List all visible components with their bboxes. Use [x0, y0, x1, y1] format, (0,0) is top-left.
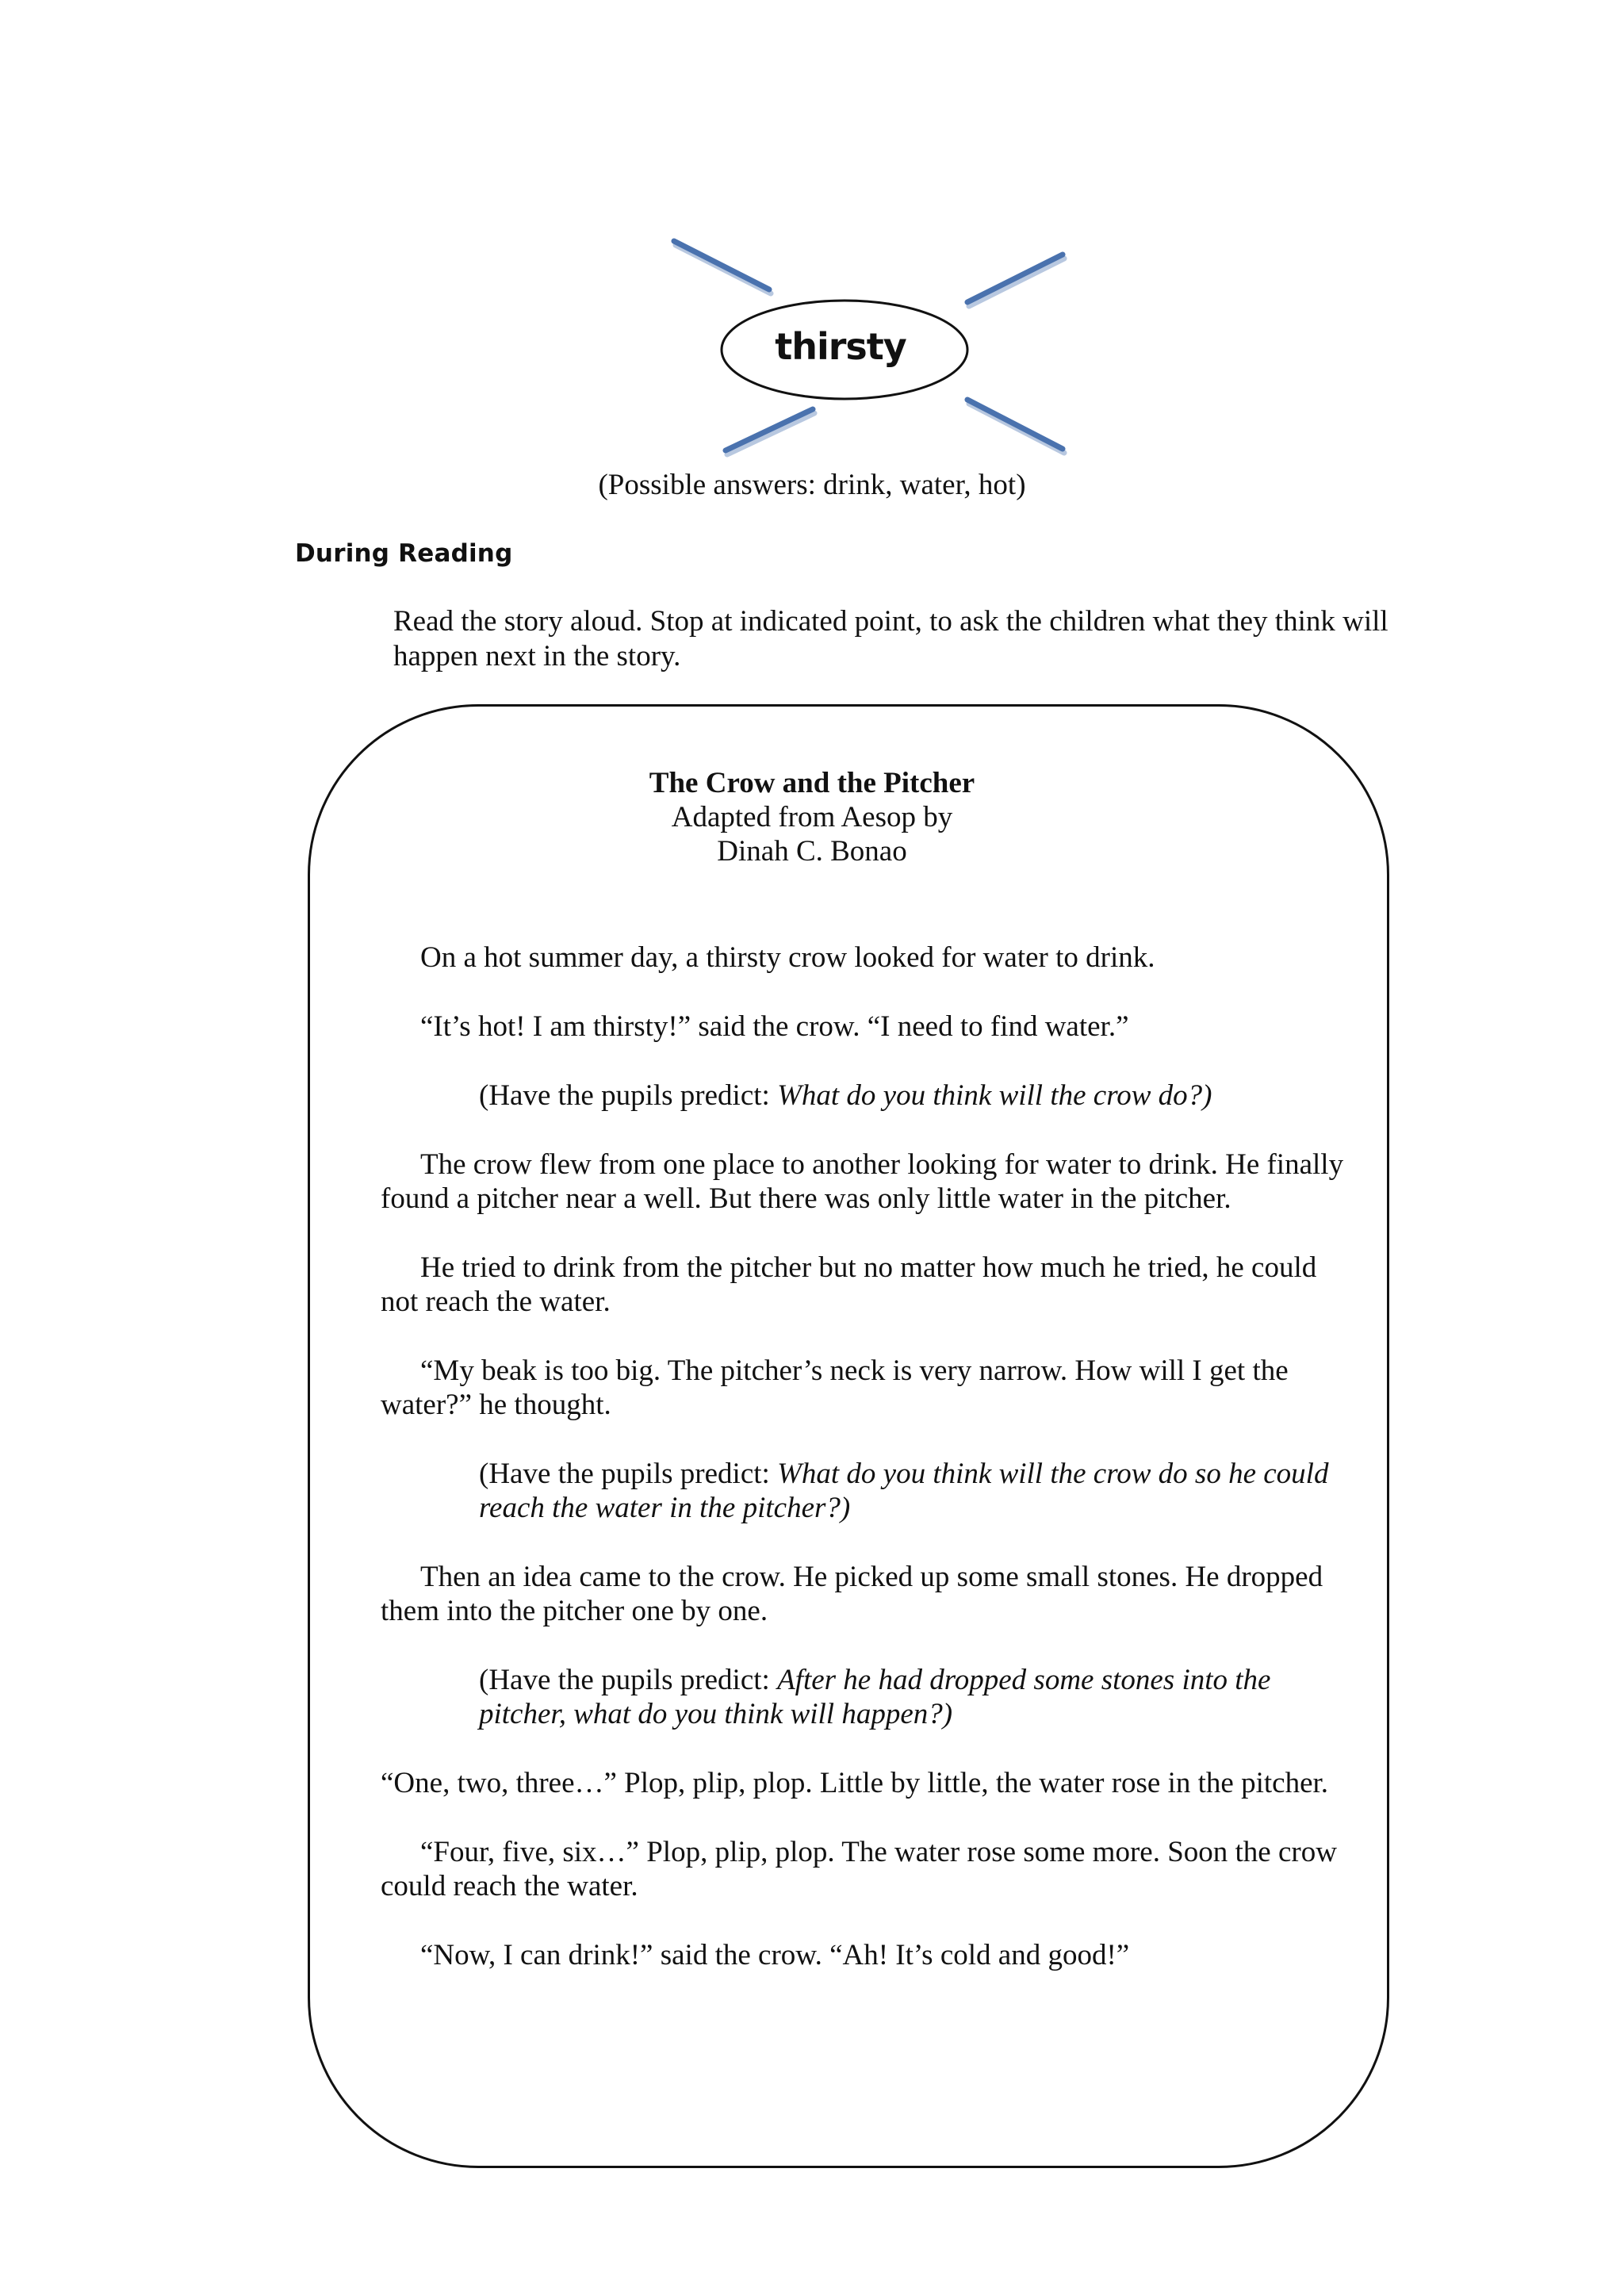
web-line-top-right: [967, 255, 1063, 302]
section-heading: During Reading: [295, 539, 513, 568]
story-paragraph: The crow flew from one place to another looking for water to drink. He finally found a pitcher near a well. But there was only little water in the pitcher.: [381, 1148, 1344, 1215]
story-paragraph: “Four, five, six…” Plop, plip, plop. The water rose some more. Soon the crow could reach the water.: [381, 1836, 1337, 1902]
story-paragraph: “My beak is too big. The pitcher’s neck is very narrow. How will I get the water?” he thought.: [381, 1354, 1289, 1421]
story-paragraph: “It’s hot! I am thirsty!” said the crow. “I need to find water.”: [420, 1010, 1129, 1043]
story-title: The Crow and the Pitcher: [649, 767, 975, 799]
possible-answers: (Possible answers: drink, water, hot): [598, 469, 1026, 501]
prediction-prompt: (Have the pupils predict: What do you think will the crow do so he could reach the water in the pitcher?): [479, 1458, 1329, 1524]
story-paragraph: He tried to drink from the pitcher but no matter how much he tried, he could not reach the water.: [381, 1251, 1317, 1318]
web-line-bottom-right: [967, 400, 1063, 449]
web-line-top-left: [674, 241, 769, 289]
story-paragraph: Then an idea came to the crow. He picked up some small stones. He dropped them into the pitcher one by one.: [381, 1561, 1323, 1627]
story-body: [381, 941, 1348, 2007]
story-paragraph: “Now, I can drink!” said the crow. “Ah! It’s cold and good!”: [420, 1939, 1130, 1971]
web-line-bottom-left: [726, 409, 813, 450]
story-author: Dinah C. Bonao: [717, 835, 907, 868]
prediction-prompt: (Have the pupils predict: After he had dropped some stones into the pitcher, what do you think will happen?): [479, 1664, 1271, 1730]
story-paragraph: On a hot summer day, a thirsty crow looked for water to drink.: [420, 941, 1155, 974]
story-header: [0, 766, 1624, 868]
web-line-bottom-left-shadow: [727, 413, 814, 454]
story-paragraph: “One, two, three…” Plop, plip, plop. Little by little, the water rose in the pitcher.: [381, 1767, 1329, 1799]
web-line-bottom-right-shadow: [969, 404, 1064, 453]
web-center-word: thirsty: [775, 325, 906, 368]
prediction-prompt: (Have the pupils predict: What do you think will the crow do?): [479, 1079, 1212, 1112]
story-subtitle: Adapted from Aesop by: [671, 801, 953, 833]
web-line-top-left-shadow: [676, 245, 771, 293]
web-line-top-right-shadow: [969, 259, 1064, 306]
reading-instruction: Read the story aloud. Stop at indicated point, to ask the children what they think will happen next in the story.: [393, 605, 1388, 672]
